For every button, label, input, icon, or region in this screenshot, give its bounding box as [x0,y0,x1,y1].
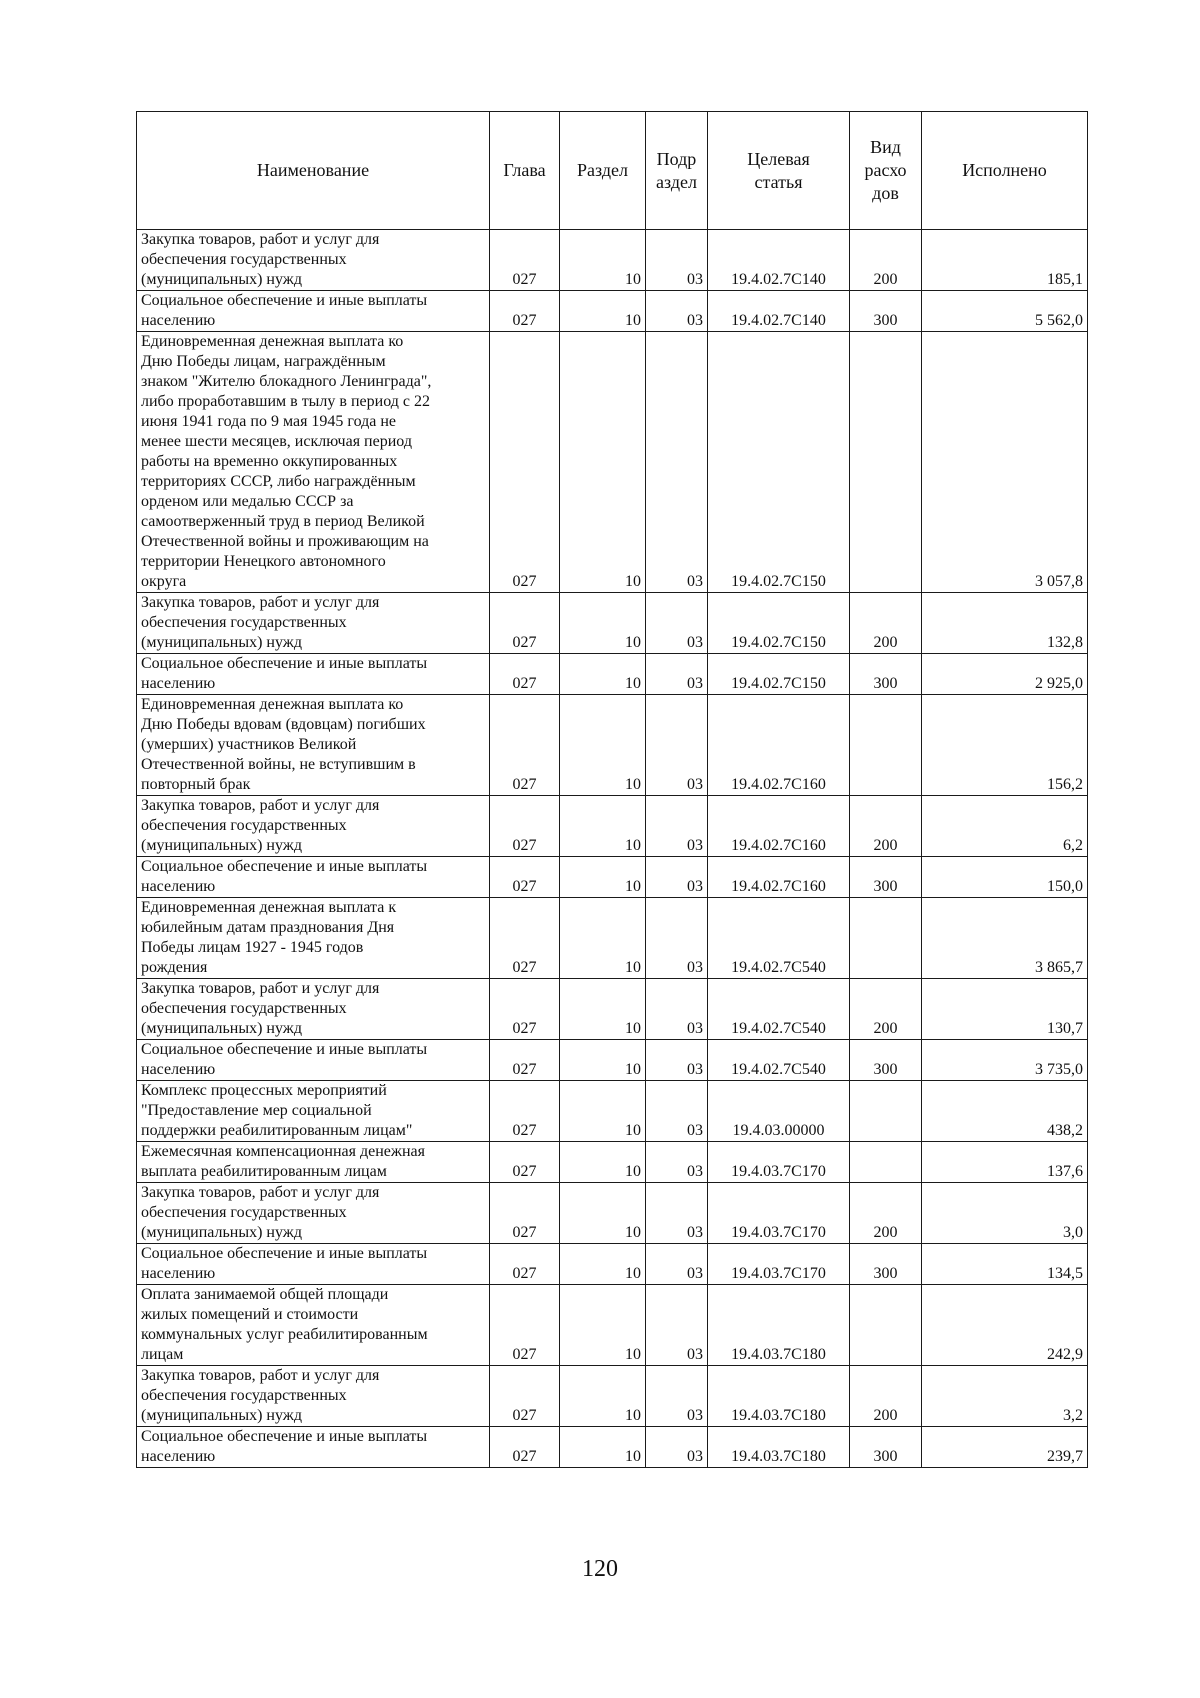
row-podrazdel: 03 [646,1142,708,1183]
row-ispolneno: 2 925,0 [922,654,1088,695]
table-row [137,332,1088,593]
row-ispolneno: 3,0 [922,1183,1088,1244]
row-glava: 027 [490,654,560,695]
row-glava: 027 [490,1183,560,1244]
row-vid: 300 [850,857,922,898]
row-statya: 19.4.03.7С170 [708,1244,850,1285]
row-statya: 19.4.02.7С150 [708,332,850,593]
row-statya: 19.4.03.7С180 [708,1427,850,1468]
table-row [137,979,1088,1040]
row-glava: 027 [490,857,560,898]
row-podrazdel: 03 [646,654,708,695]
row-vid [850,332,922,593]
row-glava: 027 [490,332,560,593]
page-number: 120 [582,1556,618,1582]
row-razdel: 10 [560,291,646,332]
row-ispolneno: 3 865,7 [922,898,1088,979]
row-ispolneno: 130,7 [922,979,1088,1040]
row-razdel: 10 [560,230,646,291]
row-ispolneno: 134,5 [922,1244,1088,1285]
row-glava: 027 [490,1285,560,1366]
row-podrazdel: 03 [646,979,708,1040]
table-row [137,898,1088,979]
table-row [137,1244,1088,1285]
row-razdel: 10 [560,1183,646,1244]
row-name: Закупка товаров, работ и услуг для обеспечения государственных (муниципальных) нужд [137,230,490,291]
table-body [137,230,1088,1468]
row-statya: 19.4.02.7С540 [708,898,850,979]
row-statya: 19.4.03.7С170 [708,1183,850,1244]
row-razdel: 10 [560,1081,646,1142]
row-glava: 027 [490,796,560,857]
row-statya: 19.4.02.7С140 [708,291,850,332]
row-razdel: 10 [560,898,646,979]
row-name: Закупка товаров, работ и услуг для обеспечения государственных (муниципальных) нужд [137,1183,490,1244]
row-statya: 19.4.03.00000 [708,1081,850,1142]
row-glava: 027 [490,230,560,291]
row-name: Единовременная денежная выплата ко Дню Победы вдовам (вдовцам) погибших (умерших) участников Великой Отечественной войны, не вступившим в повторный брак [137,695,490,796]
row-razdel: 10 [560,857,646,898]
row-name: Социальное обеспечение и иные выплаты населению [137,1427,490,1468]
table-row [137,857,1088,898]
row-name: Социальное обеспечение и иные выплаты населению [137,1040,490,1081]
table-row [137,1081,1088,1142]
row-ispolneno: 239,7 [922,1427,1088,1468]
row-name: Единовременная денежная выплата к юбилейным датам празднования Дня Победы лицам 1927 - 1945 годов рождения [137,898,490,979]
row-vid [850,1285,922,1366]
row-glava: 027 [490,1142,560,1183]
row-vid [850,1142,922,1183]
row-ispolneno: 156,2 [922,695,1088,796]
budget-table [136,111,1088,1468]
row-name: Социальное обеспечение и иные выплаты населению [137,291,490,332]
row-razdel: 10 [560,695,646,796]
table-row [137,1183,1088,1244]
row-vid: 300 [850,291,922,332]
row-name: Ежемесячная компенсационная денежная выплата реабилитированным лицам [137,1142,490,1183]
row-ispolneno: 137,6 [922,1142,1088,1183]
row-razdel: 10 [560,1285,646,1366]
row-statya: 19.4.03.7С180 [708,1366,850,1427]
row-statya: 19.4.02.7С160 [708,857,850,898]
row-statya: 19.4.03.7С180 [708,1285,850,1366]
row-statya: 19.4.02.7С160 [708,796,850,857]
row-podrazdel: 03 [646,1040,708,1081]
header-ispolneno: Исполнено [922,112,1088,230]
row-statya: 19.4.03.7С170 [708,1142,850,1183]
row-statya: 19.4.02.7С150 [708,654,850,695]
row-statya: 19.4.02.7С540 [708,1040,850,1081]
row-statya: 19.4.02.7С540 [708,979,850,1040]
row-podrazdel: 03 [646,1285,708,1366]
row-podrazdel: 03 [646,695,708,796]
row-razdel: 10 [560,979,646,1040]
row-vid [850,695,922,796]
row-statya: 19.4.02.7С150 [708,593,850,654]
row-vid: 300 [850,1427,922,1468]
row-vid: 200 [850,1183,922,1244]
row-vid: 200 [850,979,922,1040]
table-row [137,1427,1088,1468]
header-razdel: Раздел [560,112,646,230]
row-vid: 200 [850,593,922,654]
row-podrazdel: 03 [646,332,708,593]
row-razdel: 10 [560,1427,646,1468]
row-razdel: 10 [560,796,646,857]
row-ispolneno: 132,8 [922,593,1088,654]
row-podrazdel: 03 [646,857,708,898]
row-name: Социальное обеспечение и иные выплаты населению [137,1244,490,1285]
row-glava: 027 [490,1244,560,1285]
row-razdel: 10 [560,1142,646,1183]
row-name: Закупка товаров, работ и услуг для обеспечения государственных (муниципальных) нужд [137,979,490,1040]
header-podrazdel: Подр аздел [646,112,708,230]
row-ispolneno: 438,2 [922,1081,1088,1142]
row-podrazdel: 03 [646,1244,708,1285]
row-ispolneno: 185,1 [922,230,1088,291]
row-razdel: 10 [560,1366,646,1427]
row-glava: 027 [490,1427,560,1468]
row-statya: 19.4.02.7С140 [708,230,850,291]
table-row [137,230,1088,291]
table-row [137,1366,1088,1427]
row-ispolneno: 5 562,0 [922,291,1088,332]
table-header-row [137,112,1088,230]
row-glava: 027 [490,1081,560,1142]
row-name: Социальное обеспечение и иные выплаты населению [137,857,490,898]
row-vid: 300 [850,1040,922,1081]
row-ispolneno: 3 735,0 [922,1040,1088,1081]
row-name: Комплекс процессных мероприятий "Предоставление мер социальной поддержки реабилитированным лицам" [137,1081,490,1142]
row-podrazdel: 03 [646,1427,708,1468]
row-glava: 027 [490,898,560,979]
row-vid [850,898,922,979]
row-vid [850,1081,922,1142]
row-glava: 027 [490,979,560,1040]
table-row [137,695,1088,796]
header-name: Наименование [137,112,490,230]
table-row [137,291,1088,332]
row-ispolneno: 6,2 [922,796,1088,857]
row-podrazdel: 03 [646,1366,708,1427]
row-glava: 027 [490,695,560,796]
row-razdel: 10 [560,332,646,593]
row-name: Закупка товаров, работ и услуг для обеспечения государственных (муниципальных) нужд [137,796,490,857]
row-vid: 200 [850,230,922,291]
row-podrazdel: 03 [646,1081,708,1142]
table-row [137,654,1088,695]
row-name: Социальное обеспечение и иные выплаты населению [137,654,490,695]
row-ispolneno: 3 057,8 [922,332,1088,593]
row-statya: 19.4.02.7С160 [708,695,850,796]
header-glava: Глава [490,112,560,230]
row-podrazdel: 03 [646,1183,708,1244]
row-razdel: 10 [560,593,646,654]
row-name: Закупка товаров, работ и услуг для обеспечения государственных (муниципальных) нужд [137,1366,490,1427]
row-name: Закупка товаров, работ и услуг для обеспечения государственных (муниципальных) нужд [137,593,490,654]
table-row [137,1040,1088,1081]
row-vid: 200 [850,796,922,857]
header-vid: Вид расхо дов [850,112,922,230]
row-glava: 027 [490,291,560,332]
row-glava: 027 [490,593,560,654]
row-glava: 027 [490,1040,560,1081]
row-razdel: 10 [560,1040,646,1081]
table-row [137,796,1088,857]
row-vid: 300 [850,1244,922,1285]
row-name: Единовременная денежная выплата ко Дню Победы лицам, награждённым знаком "Жителю блокадного Ленинграда", либо проработавшим в тылу в период с 22 июня 1941 года по 9 мая 1945 года не менее шести месяцев, исключая период работы на временно оккупированных территориях СССР, либо награждённым орденом или медалью СССР за самоотверженный труд в период Великой Отечественной войны и проживающим на территории Ненецкого автономного округа [137,332,490,593]
header-statya: Целевая статья [708,112,850,230]
row-vid: 200 [850,1366,922,1427]
row-razdel: 10 [560,654,646,695]
table-row [137,1142,1088,1183]
row-razdel: 10 [560,1244,646,1285]
row-podrazdel: 03 [646,593,708,654]
row-glava: 027 [490,1366,560,1427]
row-ispolneno: 242,9 [922,1285,1088,1366]
row-podrazdel: 03 [646,230,708,291]
row-podrazdel: 03 [646,796,708,857]
table-row [137,1285,1088,1366]
row-vid: 300 [850,654,922,695]
row-podrazdel: 03 [646,898,708,979]
row-ispolneno: 150,0 [922,857,1088,898]
table-row [137,593,1088,654]
row-podrazdel: 03 [646,291,708,332]
row-name: Оплата занимаемой общей площади жилых помещений и стоимости коммунальных услуг реабилитированным лицам [137,1285,490,1366]
row-ispolneno: 3,2 [922,1366,1088,1427]
